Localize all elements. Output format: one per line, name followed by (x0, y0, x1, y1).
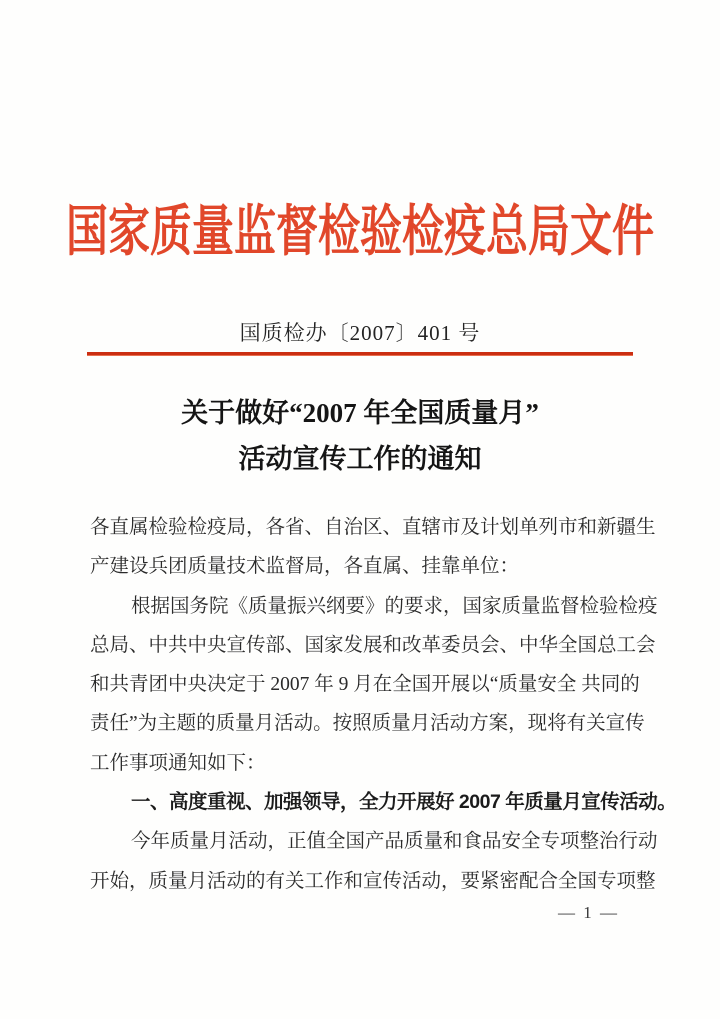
page-number: — 1 — (558, 903, 619, 922)
body-line: 责任”为主题的质量月活动。按照质量月活动方案，现将有关宣传 (90, 713, 645, 735)
body-line: 各直属检验检疫局，各省、自治区、直辖市及计划单列市和新疆生 (90, 517, 656, 538)
document-body (90, 508, 677, 901)
letterhead-banner (0, 191, 720, 263)
body-line-heading: 一、高度重视、加强领导，全力开展好 2007 年质量月宣传活动。 (131, 791, 677, 814)
body-line: 总局、中共中央宣传部、国家发展和改革委员会、中华全国总工会 (90, 634, 656, 656)
document-title-line1: 关于做好“2007 年全国质量月” (181, 398, 539, 428)
body-line: 开始，质量月活动的有关工作和宣传活动，要紧密配合全国专项整 (90, 870, 656, 892)
letterhead-title: 国家质量监督检验检疫总局文件 (66, 200, 654, 263)
body-line: 根据国务院《质量振兴纲要》的要求，国家质量监督检验检疫 (131, 595, 658, 617)
body-line: 工作事项通知如下： (90, 752, 266, 774)
document-title (0, 390, 720, 482)
document-title-line2: 活动宣传工作的通知 (238, 444, 482, 474)
body-line: 产建设兵团质量技术监督局，各直属、挂靠单位： (90, 556, 520, 578)
body-line: 今年质量月活动，正值全国产品质量和食品安全专项整治行动 (131, 831, 658, 853)
body-line: 和共青团中央决定于 2007 年 9 月在全国开展以“质量安全 共同的 (90, 674, 640, 696)
red-separator-line (87, 352, 633, 356)
document-number: 国质检办〔2007〕401 号 (239, 321, 481, 345)
